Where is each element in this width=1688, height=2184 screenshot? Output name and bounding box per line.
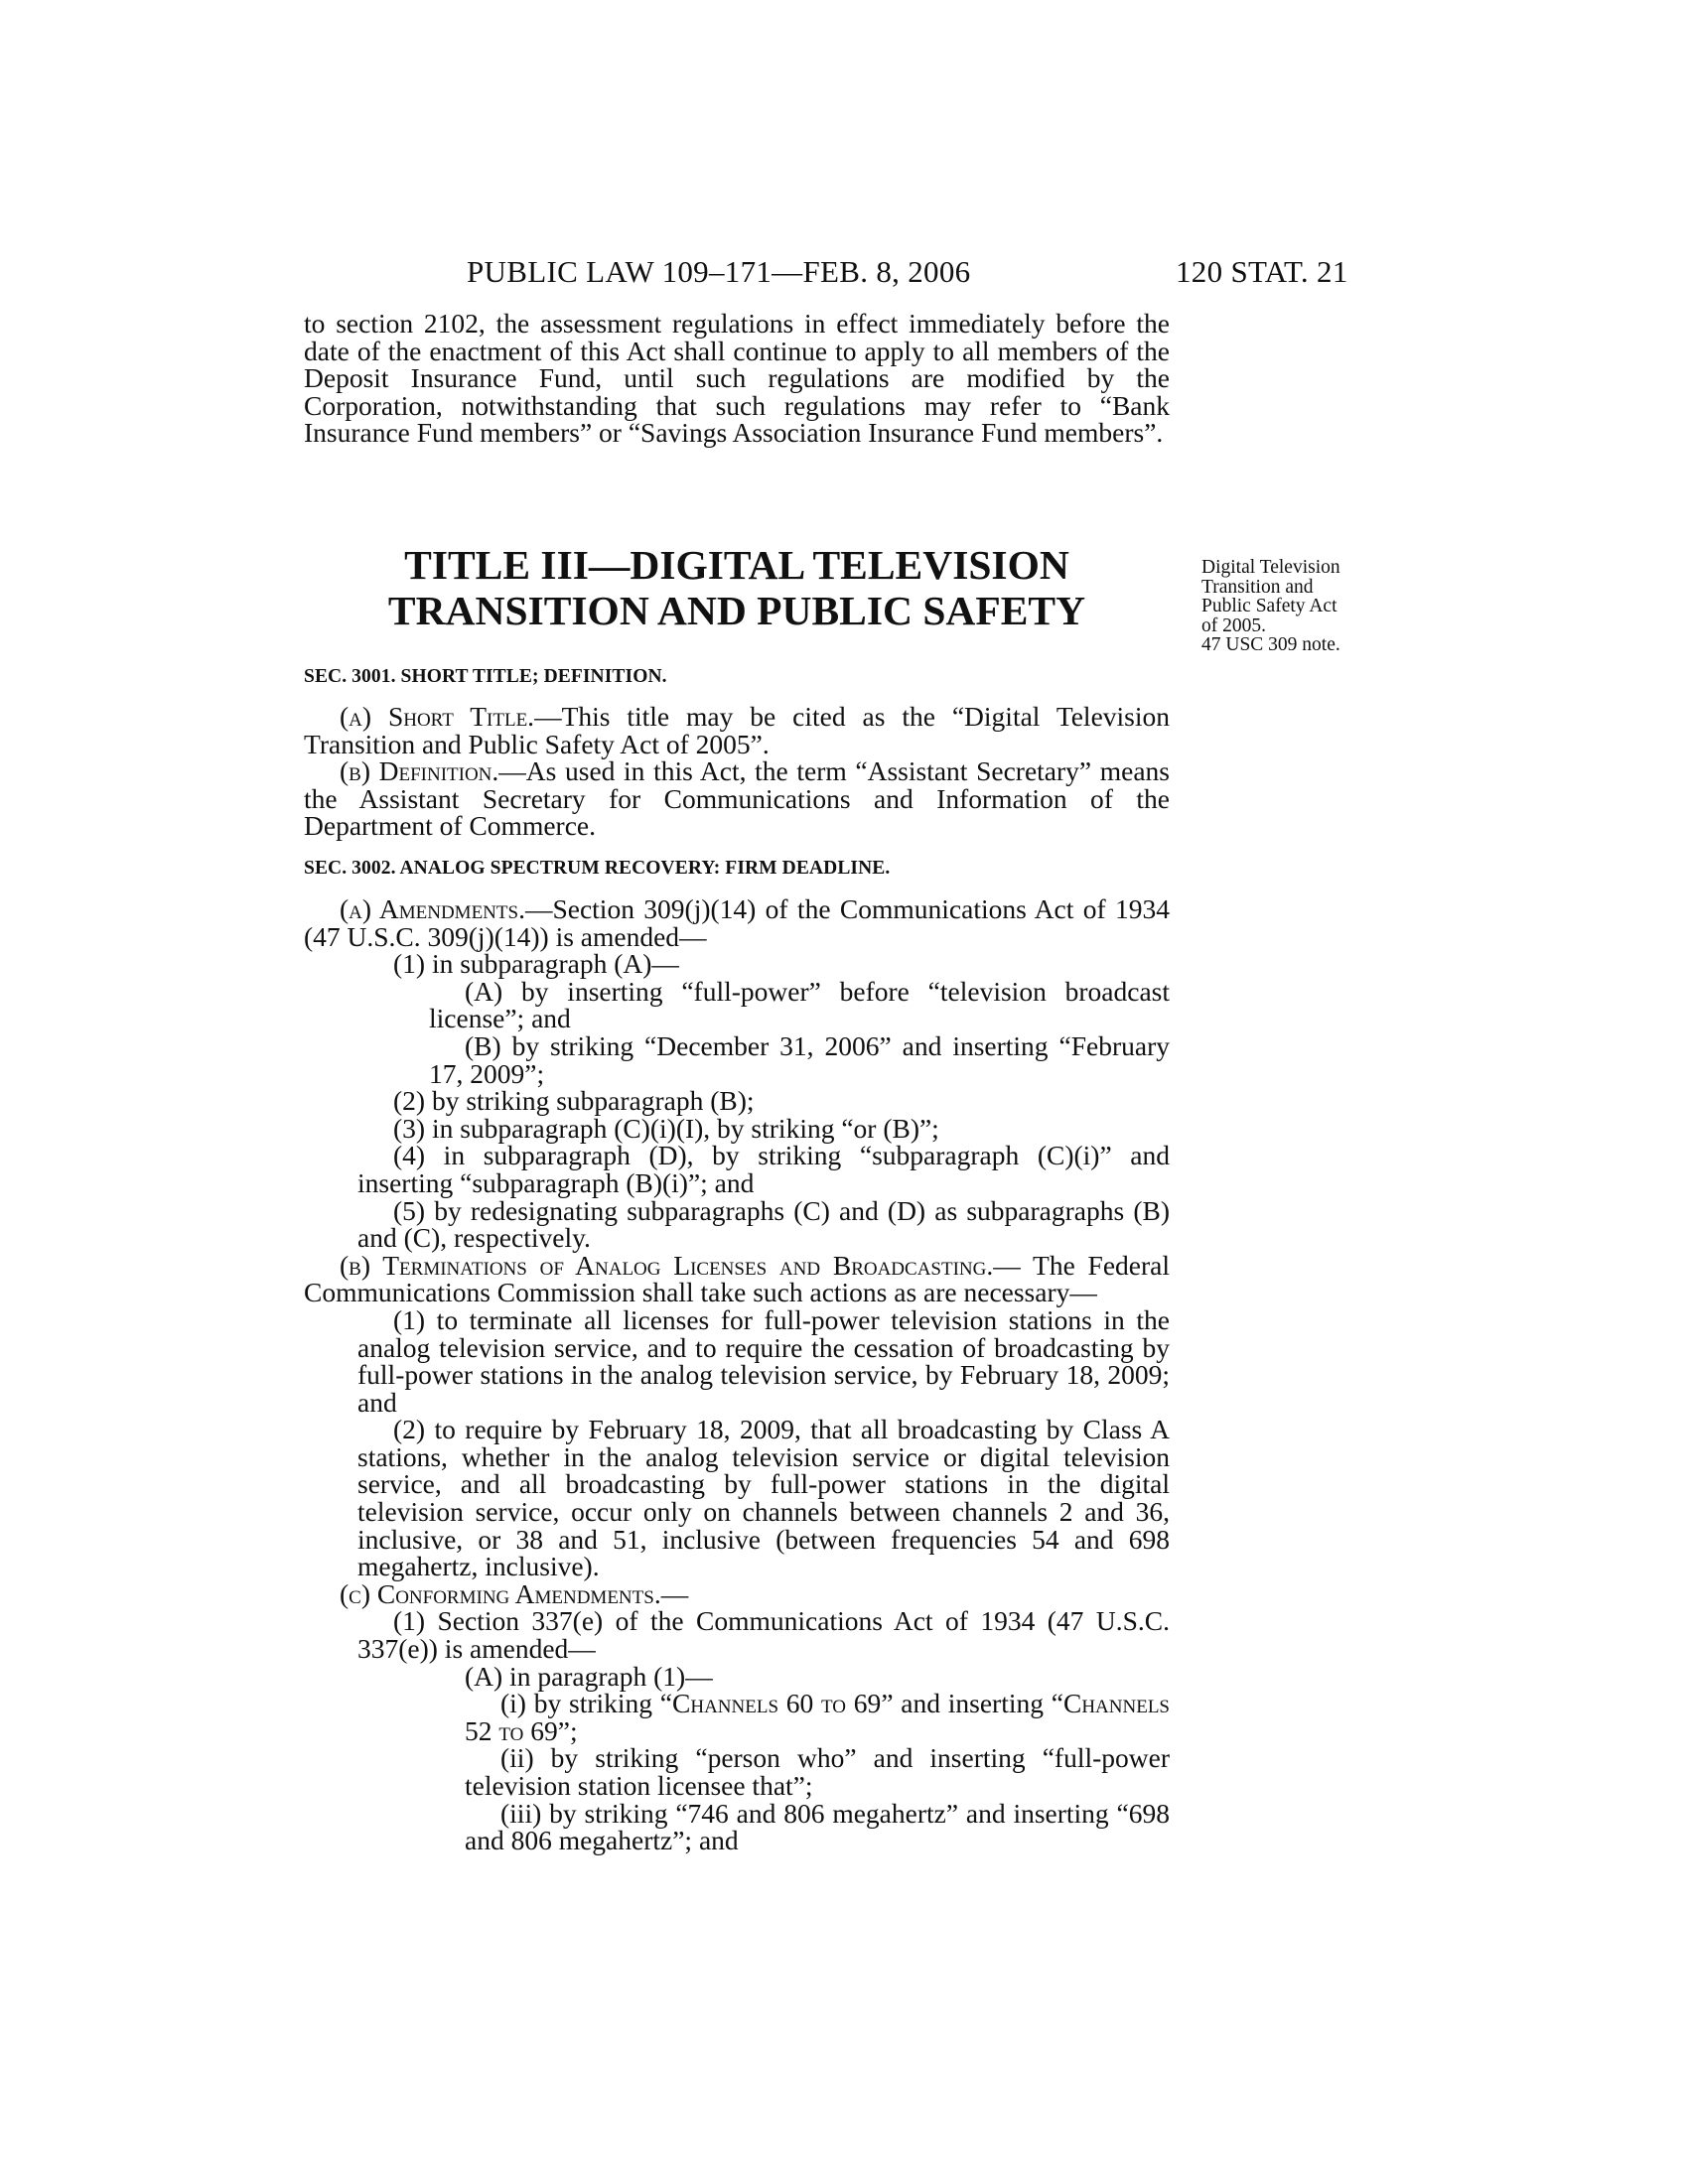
- c-1-A-i-inserted-text: Channels 52 to 69: [465, 1688, 1170, 1746]
- sec-3002-body: [304, 895, 1170, 1854]
- sec-3002-b-1: (1) to terminate all licenses for full-power television stations in the analog television service, and to require the cessation of broadcasting by full-power stations in the analog television service, by February 18, 2009; and: [357, 1303, 1170, 1418]
- sec-3002-c-text: —: [660, 1577, 689, 1609]
- sec-3002-b-text: — The Federal Communications Commission shall take such actions as are necessary—: [304, 1249, 1171, 1308]
- sec-3002-c-1-A-ii: (ii) by striking “person who” and inserting “full-power television station licensee that”;: [465, 1742, 1170, 1801]
- sec-3002-b-2: (2) to require by February 18, 2009, that all broadcasting by Class A stations, whether in the analog television service or digital television service, and all broadcasting by full-power stations in the digital television service, occur only on channels between channels 2 and 36, inclusive, or 38 and 51, inclusive (between frequencies 54 and 698 megahertz, inclusive).: [357, 1414, 1170, 1582]
- sec-3002-a-5: (5) by redesignating subparagraphs (C) and (D) as subparagraphs (B) and (C), respectively.: [357, 1194, 1170, 1254]
- sec-3002-a-1: (1) in subparagraph (A)—: [393, 948, 679, 980]
- title-line-1: TITLE III—DIGITAL TELEVISION: [404, 542, 1069, 588]
- c-1-A-i-prefix: (i) by striking “: [500, 1688, 672, 1719]
- title-line-2: TRANSITION AND PUBLIC SAFETY: [387, 588, 1086, 633]
- c-1-A-i-struck-text: Channels 60 to 69: [672, 1688, 882, 1719]
- sec-3002-c-1-A-i: [465, 1690, 1170, 1744]
- margin-note-line-5: 47 USC 309 note.: [1201, 634, 1340, 655]
- margin-note-line-2: Transition and: [1201, 576, 1314, 598]
- sec-3001-a: [304, 703, 1170, 757]
- margin-note-line-1: Digital Television: [1201, 557, 1340, 578]
- sec-3001-heading: SEC. 3001. SHORT TITLE; DEFINITION.: [304, 666, 667, 687]
- sec-3002-c-1-A-iii: (iii) by striking “746 and 806 megahertz” and inserting “698 and 806 megahertz”; and: [465, 1797, 1170, 1856]
- c-1-A-i-middle: ” and inserting “: [881, 1688, 1063, 1719]
- sec-3002-a-2: (2) by striking subparagraph (B);: [393, 1085, 755, 1117]
- sec-3002-c-label: (c) Conforming Amendments.: [340, 1577, 661, 1609]
- title-heading: [304, 542, 1170, 633]
- sec-3002-c: [304, 1577, 1170, 1609]
- margin-note-line-3: Public Safety Act: [1201, 596, 1337, 616]
- sec-3002-a-3: (3) in subparagraph (C)(i)(I), by striking “or (B)”;: [393, 1112, 939, 1144]
- sec-3002-a-4: (4) in subparagraph (D), by striking “subparagraph (C)(i)” and inserting “subparagraph (B)(i)”; and: [357, 1140, 1170, 1198]
- sec-3002-a: [304, 895, 1170, 950]
- sec-3002-a-1-A: (A) by inserting “full-power” before “television broadcast license”; and: [429, 975, 1170, 1034]
- sec-3002-b-label: (b) Terminations of Analog Licenses and Broadcasting.: [340, 1249, 994, 1281]
- intro-paragraph: to section 2102, the assessment regulations in effect immediately before the date of the enactment of this Act shall continue to apply to all members of the Deposit Insurance Fund, until such regulations are modified by the Corporation, notwithstanding that such regulations may refer to “Bank Insurance Fund members” or “Savings Association Insurance Fund members”.: [304, 308, 1170, 449]
- sec-3002-b: [304, 1249, 1171, 1308]
- sec-3001-b: [304, 757, 1170, 840]
- running-title: PUBLIC LAW 109–171—FEB. 8, 2006: [467, 254, 971, 289]
- intro-paragraph-block: [304, 310, 1170, 447]
- margin-note-line-4: of 2005.: [1201, 614, 1266, 636]
- sec-3001-body: [304, 703, 1170, 840]
- c-1-A-i-suffix: ”;: [557, 1714, 578, 1746]
- sec-3002-a-label: (a) Amendments.: [340, 893, 525, 924]
- sec-3002-a-1-B: (B) by striking “December 31, 2006” and inserting “February 17, 2009”;: [429, 1029, 1170, 1089]
- sec-3002-c-1-A: (A) in paragraph (1)—: [465, 1660, 713, 1692]
- sec-3002-c-1: (1) Section 337(e) of the Communications Act of 1934 (47 U.S.C. 337(e)) is amended—: [357, 1605, 1170, 1665]
- sec-3001-a-text: —This title may be cited as the “Digital Television Transition and Public Safety Act of 2005”.: [304, 701, 1171, 759]
- margin-note: [1201, 558, 1400, 655]
- sec-3002-heading: SEC. 3002. ANALOG SPECTRUM RECOVERY: FIRM DEADLINE.: [304, 858, 891, 879]
- sec-3001-b-text: —As used in this Act, the term “Assistant Secretary” means the Assistant Secretary for Communications and Information of the Department of Commerce.: [304, 755, 1170, 842]
- stat-page-number: 120 STAT. 21: [1176, 254, 1348, 289]
- sec-3002-a-text: —Section 309(j)(14) of the Communications Act of 1934 (47 U.S.C. 309(j)(14)) is amended—: [304, 893, 1170, 952]
- sec-3001-b-label: (b) Definition.: [340, 755, 499, 787]
- sec-3001-a-label: (a) Short Title.: [340, 701, 535, 732]
